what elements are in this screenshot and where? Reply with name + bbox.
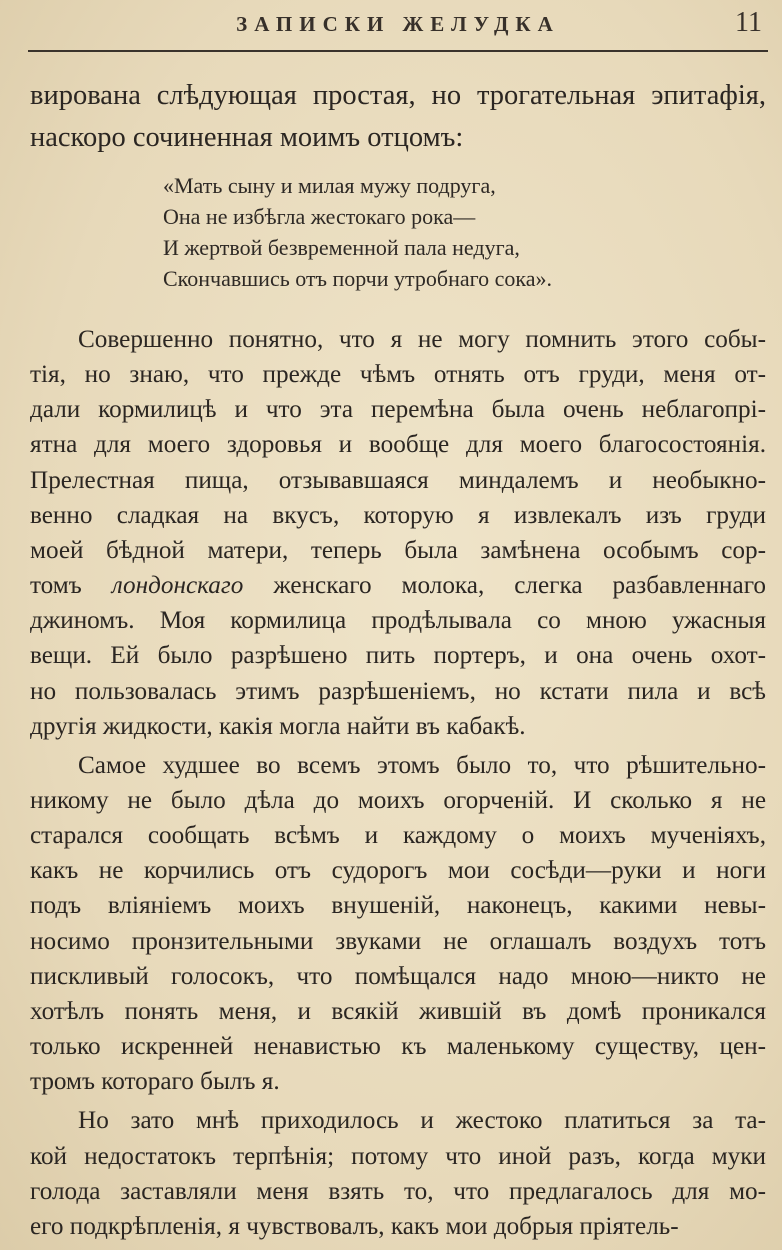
text-line: наскоро сочиненная моимъ отцомъ:	[30, 122, 464, 153]
text-line: тія, но знаю, что прежде чѣмъ отнять отъ груди, меня от-	[30, 361, 766, 388]
verse-line: Скончавшись отъ порчи утробнаго сока».	[163, 266, 552, 291]
text-line: ятна для моего здоровья и вообще для моего благосостоянія.	[30, 431, 766, 458]
text-line: подъ вліяніемъ моихъ внушеній, наконецъ, какими невы-	[30, 892, 766, 919]
text-line: Самое худшее во всемъ этомъ было то, что рѣшительно-	[78, 752, 766, 779]
italic-word: лондонскаго	[111, 572, 244, 599]
text-line: старался сообщать всѣмъ и каждому о моихъ мученіяхъ,	[30, 822, 766, 849]
text-line: только искренней ненавистью къ маленькому существу, цен-	[30, 1033, 766, 1060]
text-line: хотѣлъ понять меня, и всякій жившій въ домѣ проникался	[30, 998, 766, 1025]
page-header	[28, 0, 768, 52]
text-line: Прелестная пища, отзывавшаяся миндалемъ и необыкно-	[30, 467, 766, 494]
text-line: пискливый голосокъ, что помѣщался надо мною—никто не	[30, 963, 766, 990]
text-line: венно сладкая на вкусъ, которую я извлекалъ изъ груди	[30, 502, 766, 529]
text-fragment: женскаго молока, слегка разбавленнаго	[273, 572, 766, 599]
page-number: 11	[735, 7, 762, 38]
text-line: носимо пронзительными звуками не оглашалъ воздухъ тотъ	[30, 928, 766, 955]
verse-line: Она не избѣгла жестокаго рока—	[163, 204, 476, 229]
text-line: кой недостатокъ терпѣнія; потому что иной разъ, когда муки	[30, 1143, 766, 1170]
text-line: голода заставляли меня взять то, что предлагалось для мо-	[30, 1178, 766, 1205]
text-line	[30, 568, 766, 603]
text-line: вещи. Ей было разрѣшено пить портеръ, и она очень охот-	[30, 642, 766, 669]
text-line: джиномъ. Моя кормилица продѣлывала со мною ужасныя	[30, 607, 766, 634]
text-line: дали кормилицѣ и что эта перемѣна была очень неблагопрі-	[30, 396, 766, 423]
text-line: вирована слѣдующая простая, но трогательная эпитафія,	[30, 80, 766, 111]
text-line: какъ не корчились отъ судорогъ мои сосѣди—руки и ноги	[30, 857, 766, 884]
text-fragment: томъ	[30, 572, 82, 599]
text-line: тромъ котораго былъ я.	[30, 1068, 280, 1095]
text-line: Но зато мнѣ приходилось и жестоко платиться за та-	[78, 1107, 766, 1134]
verse-line: И жертвой безвременной пала недуга,	[163, 235, 520, 260]
text-line: никому не было дѣла до моихъ огорченій. И сколько я не	[30, 787, 766, 814]
verse-line: «Мать сыну и милая мужу подруга,	[163, 173, 496, 198]
text-line: другія жидкости, какія могла найти въ кабакѣ.	[30, 713, 526, 740]
running-head: ЗАПИСКИ ЖЕЛУДКА	[236, 12, 560, 36]
text-line: Совершенно понятно, что я не могу помнить этого собы-	[78, 326, 766, 353]
text-line: его подкрѣпленія, я чувствовалъ, какъ мои добрыя пріятель-	[30, 1213, 679, 1240]
text-line: моей бѣдной матери, теперь была замѣнена особымъ сор-	[30, 537, 766, 564]
text-line: но пользовалась этимъ разрѣшеніемъ, но кстати пила и всѣ	[30, 678, 766, 705]
